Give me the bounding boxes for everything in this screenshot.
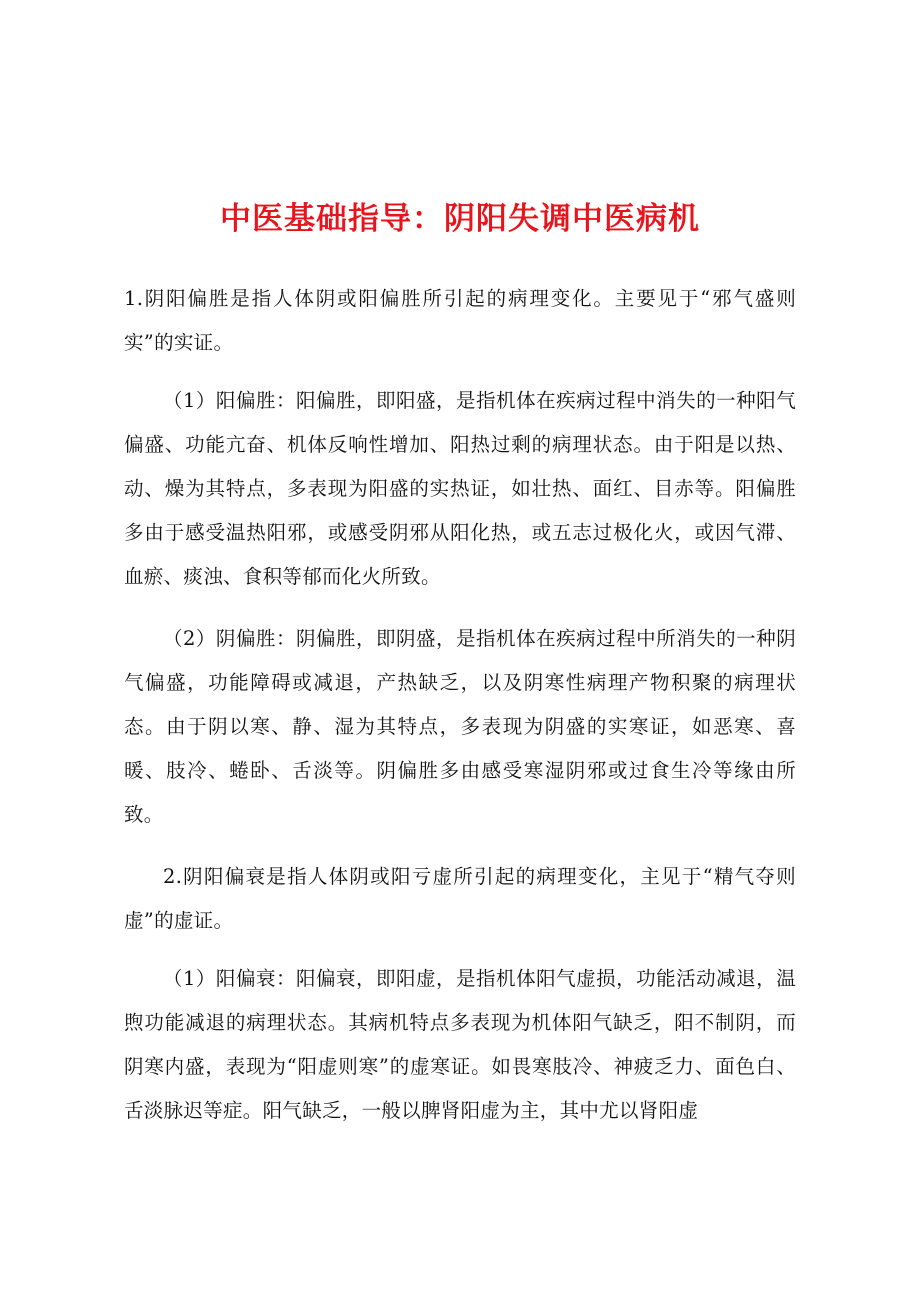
paragraph-yin-yang-excess: 1.阴阳偏胜是指人体阴或阳偏胜所引起的病理变化。主要见于“邪气盛则实”的实证。 xyxy=(124,287,796,354)
paragraph-yin-yang-deficiency: 2.阴阳偏衰是指人体阴或阳亏虚所引起的病理变化，主见于“精气夺则虚”的虚证。 xyxy=(124,865,796,932)
page-title: 中医基础指导：阴阳失调中医病机 xyxy=(220,201,700,237)
paragraph-yin-excess: （2）阴偏胜：阴偏胜，即阴盛，是指机体在疾病过程中所消失的一种阴气偏盛，功能障碍或减退，产热缺乏，以及阴寒性病理产物积聚的病理状态。由于阴以寒、静、湿为其特点，多表现为阴盛的实寒证，如恶寒、喜暖、肢冷、蜷卧、舌淡等。阴偏胜多由感受寒湿阴邪或过食生冷等缘由所致。 xyxy=(124,627,796,826)
paragraph-yang-deficiency: （1）阳偏衰：阳偏衰，即阳虚，是指机体阳气虚损，功能活动减退，温煦功能减退的病理状态。其病机特点多表现为机体阳气缺乏，阳不制阴，而阴寒内盛，表现为“阳虚则寒”的虚寒证。如畏寒肢冷、神疲乏力、面色白、舌淡脉迟等症。阳气缺乏，一般以脾肾阳虚为主，其中尤以肾阳虚 xyxy=(124,967,796,1122)
document-body xyxy=(124,277,796,1133)
paragraph-yang-excess: （1）阳偏胜：阳偏胜，即阳盛，是指机体在疾病过程中消失的一种阳气偏盛、功能亢奋、机体反响性增加、阳热过剩的病理状态。由于阳是以热、动、燥为其特点，多表现为阳盛的实热证，如壮热、面红、目赤等。阳偏胜多由于感受温热阳邪，或感受阴邪从阳化热，或五志过极化火，或因气滞、血瘀、痰浊、食积等郁而化火所致。 xyxy=(124,389,796,588)
